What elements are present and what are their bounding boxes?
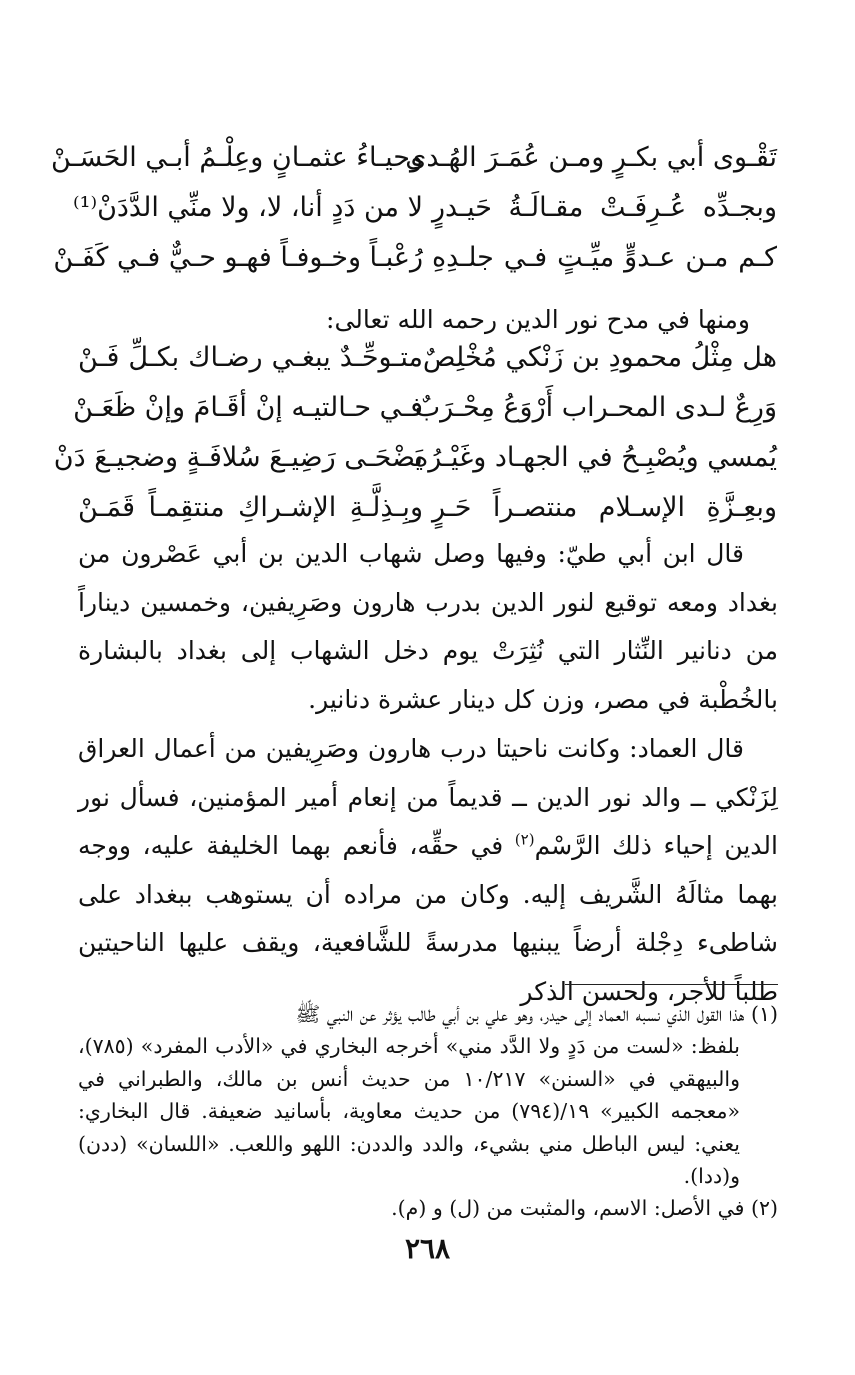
verse-first-hemistich: وَرِعٌ لـدى المحـراب أَرْوَعُ مِحْـرَبٌ (414, 392, 777, 423)
verse-second-hemistich: رُعْبـاً وخـوفـاً فهـو حـيٌّ فـي كَفَـنْ (53, 242, 423, 273)
verse-line (0, 333, 855, 383)
poem-introduction: ومنها في مدح نور الدين رحمه الله تعالى: (326, 305, 750, 334)
verse-second-hemistich: فـي حـالتيـه إنْ أقَـامَ وإنْ ظَعَـنْ (73, 392, 423, 423)
verse-first-hemistich: هل مِثْلُ محمودِ بن زَنْكي مُخْلِصٌ (422, 342, 777, 373)
footnote-2: (٢) في الأصل: الاسم، والمثبت من (ل) و (م). (391, 1196, 778, 1221)
verse-first-hemistich: وبعِـزَّةِ الإسـلام منتصـراً حَـرٍ (432, 492, 777, 523)
paragraph-text: قال العماد: وكانت ناحيتا درب هارون وصَرِيفين من أعمال العراق لِزَنْكي ــ والد نور الدين ــ قديماً من إنعام أمير المؤمنين، فسأل نور الدين إحياء ذلك الرَّسْم (78, 734, 778, 860)
verse-line (0, 233, 855, 283)
verse-second-hemistich: وحيـاءُ عثمـانٍ وعِلْـمُ أبـي الحَسَـنْ (51, 142, 423, 173)
verse-first-hemistich: وبجـدِّه عُـرِفَـتْ مقـالَـةُ حَيـدرٍ (432, 192, 777, 223)
verse-second-hemistich: متـوحِّـدٌ يبغـي رضـاك بكـلِّ فَـنْ (78, 342, 423, 373)
footnote-reference: (٢) (514, 830, 535, 849)
footnote-divider (565, 984, 778, 985)
paragraph-text: في حقِّه، فأنعم بهما الخليفة عليه، ووجه بهما مثالَهُ الشَّريف إليه. وكان من مراده أن يستوهب ببغداد على شاطىء دِجْلة أرضاً يبنيها مدرسةً للشَّافعية، ويقف عليها الناحيتين طلباً للأجر، ولحسن الذكر (78, 831, 778, 1006)
footnote-1: (١) هذا القول الذي نسبه العماد إلى حيدر، وهو علي بن أبي طالب يؤثر عن النبي ﷺ (295, 1002, 778, 1026)
verse-line (0, 383, 855, 433)
verse-first-hemistich: يُمسي ويُصْبِـحُ في الجهـاد وغَيْـرُه (414, 442, 777, 473)
paragraph-al-imad (78, 725, 778, 1016)
verse-second-hemistich: يَضْحَـى رَضِيـعَ سُلافَـةٍ وضجيـعَ دَنْ (53, 442, 423, 473)
footnotes (78, 998, 778, 1225)
verse-line (0, 133, 855, 183)
paragraph-ibn-abi-tayy: قال ابن أبي طيّ: وفيها وصل شهاب الدين بن أبي عَصْرون من بغداد ومعه توقيع لنور الدين بدرب هارون وصَرِيفين، وخمسين ديناراً من دنانير النِّثار التي نُثِرَتْ يوم دخل الشهاب إلى بغداد بالبشارة بالخُطْبة في مصر، وزن كل دينار عشرة دنانير. (78, 539, 778, 714)
verse-line (0, 483, 855, 533)
verse-line (0, 433, 855, 483)
verse-first-hemistich: كـم مـن عـدوٍّ ميِّـتٍ فـي جلـدِهِ (432, 242, 777, 273)
page-number: ٢٦٨ (404, 1232, 451, 1265)
verse-line (0, 183, 855, 233)
verse-first-hemistich: تَقْـوى أبي بكـرٍ ومـن عُمَـرَ الهُـدى (405, 142, 777, 173)
verse-second-hemistich: وبِـذِلَّـةِ الإشـراكِ منتقِمـاً قَمَـنْ (78, 492, 423, 523)
footnote-1-continuation: بلفظ: «لست من دَدٍ ولا الدَّد مني» أخرجه البخاري في «الأدب المفرد» (٧٨٥)، والبيهقي في «السنن» ١٠/٢١٧ من حديث أنس بن مالك، والطبراني في «معجمه الكبير» ١٩/(٧٩٤) من حديث معاوية، بأسانيد ضعيفة. قال البخاري: يعني: ليس الباطل مني بشيء، والدد والددن: اللهو واللعب. «اللسان» (ددن) و(ددا). (78, 1034, 740, 1189)
verse-second-hemistich: لا من دَدٍ أنا، لا، ولا منِّي الدَّدَنْ⁽¹⁾ (72, 192, 423, 223)
